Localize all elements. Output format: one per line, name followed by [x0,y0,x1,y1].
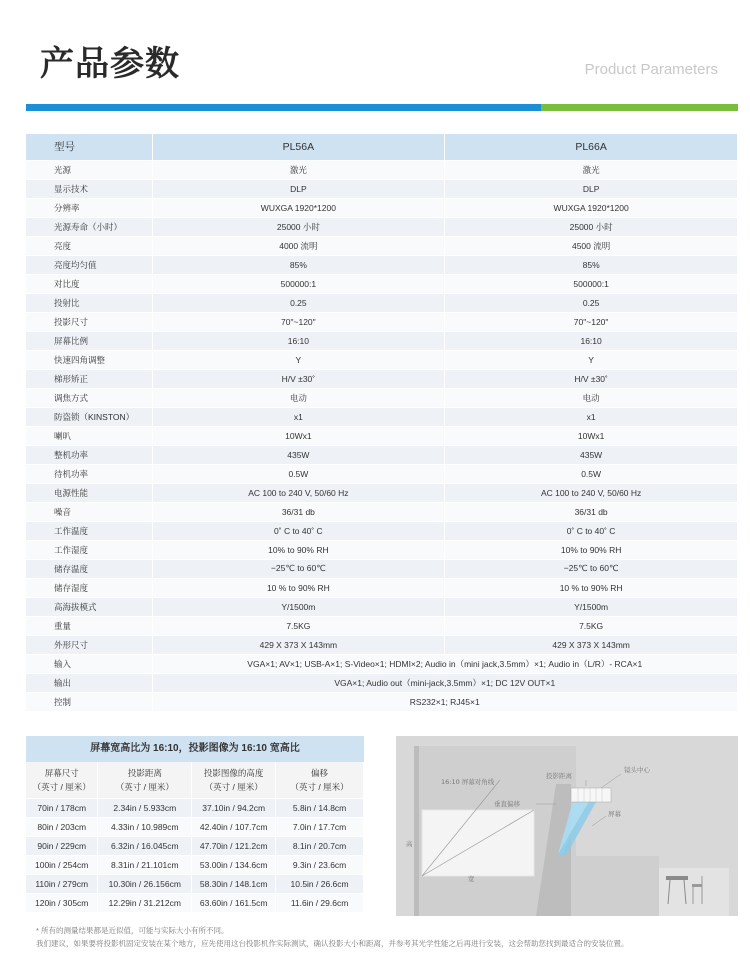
spec-row [26,597,738,616]
screen-table-cell: 4.33in / 10.989cm [98,817,192,836]
screen-table-cell: 120in / 305cm [26,893,98,912]
screen-table-cell: 53.00in / 134.6cm [192,855,276,874]
screen-table-cell: 12.29in / 31.212cm [98,893,192,912]
spec-header-label: 型号 [26,134,152,160]
chair-seat [692,884,702,887]
spec-value-model2: 电动 [445,388,738,407]
spec-value-model1: 85% [152,255,445,274]
spec-value-model2: DLP [445,179,738,198]
spec-value-model1: 10 % to 90% RH [152,578,445,597]
screen-table-cell: 11.6in / 29.6cm [276,893,364,912]
screen-table-row [26,874,364,893]
table-top [666,876,688,880]
accent-bar-green [541,104,738,111]
screen-table-cell: 10.5in / 26.6cm [276,874,364,893]
screen-table-cell: 90in / 229cm [26,836,98,855]
spec-value-model2: 85% [445,255,738,274]
spec-value-model2: −25℃ to 60℃ [445,559,738,578]
spec-label: 高海拔模式 [26,597,152,616]
screen-size-table [26,762,364,913]
spec-value-model1: DLP [152,179,445,198]
spec-row [26,483,738,502]
height-label: 高 [406,840,413,848]
screen-col-header: 偏移 （英寸 / 厘米） [276,762,364,798]
spec-label: 电源性能 [26,483,152,502]
spec-label: 输出 [26,673,152,692]
spec-label: 光源寿命（小时） [26,217,152,236]
spec-header-row [26,134,738,160]
screen-table-row [26,836,364,855]
spec-value-model2: 10% to 90% RH [445,540,738,559]
spec-value-model1: WUXGA 1920*1200 [152,198,445,217]
page-title: 产品参数 [40,44,180,84]
spec-row [26,616,738,635]
spec-row [26,160,738,179]
spec-label: 调焦方式 [26,388,152,407]
screen-table-cell: 58.30in / 148.1cm [192,874,276,893]
screen-label: 屏幕 [608,810,621,818]
diagram-desk [571,856,659,916]
spec-value-model2: 激光 [445,160,738,179]
spec-row [26,635,738,654]
spec-value-model1: 0˚ C to 40˚ C [152,521,445,540]
spec-table [26,134,738,712]
diagonal-label: 16:10 屏幕对角线 [441,778,495,786]
spec-value-model1: −25℃ to 60℃ [152,559,445,578]
spec-label: 整机功率 [26,445,152,464]
spec-header-model2: PL66A [445,134,738,160]
diagram-wall-edge [414,746,419,916]
screen-col-header: 屏幕尺寸 （英寸 / 厘米） [26,762,98,798]
spec-value-model1: 16:10 [152,331,445,350]
screen-table-cell: 10.30in / 26.156cm [98,874,192,893]
screen-table-cell: 42.40in / 107.7cm [192,817,276,836]
spec-value-model1: 500000:1 [152,274,445,293]
spec-value-model1: Y/1500m [152,597,445,616]
screen-table-header-row [26,762,364,798]
projector-body [571,788,611,802]
screen-table-cell: 7.0in / 17.7cm [276,817,364,836]
spec-value-model2: x1 [445,407,738,426]
spec-value-model2: 0.25 [445,293,738,312]
screen-table-cell: 8.31in / 21.101cm [98,855,192,874]
spec-row [26,559,738,578]
spec-value-model2: 16:10 [445,331,738,350]
spec-value-model2: 500000:1 [445,274,738,293]
spec-value-model1: 435W [152,445,445,464]
spec-value-model2: Y/1500m [445,597,738,616]
spec-value-model1: 电动 [152,388,445,407]
spec-value-model1: 0.5W [152,464,445,483]
throw-distance-label: 投影距离 [546,772,572,780]
screen-col-header: 投影图像的高度 （英寸 / 厘米） [192,762,276,798]
spec-value-model2: 435W [445,445,738,464]
screen-table-cell: 70in / 178cm [26,798,98,817]
screen-table-cell: 100in / 254cm [26,855,98,874]
spec-row [26,692,738,711]
spec-row [26,445,738,464]
projection-diagram [396,736,738,916]
screen-table-cell: 2.34in / 5.933cm [98,798,192,817]
screen-size-table-box [26,736,364,913]
spec-value-model1: 7.5KG [152,616,445,635]
spec-label: 输入 [26,654,152,673]
spec-row [26,521,738,540]
screen-table-cell: 8.1in / 20.7cm [276,836,364,855]
spec-label: 工作温度 [26,521,152,540]
screen-table-cell: 6.32in / 16.045cm [98,836,192,855]
spec-value-model1: 10% to 90% RH [152,540,445,559]
spec-value-model1: 70"~120" [152,312,445,331]
spec-row [26,407,738,426]
spec-value-model1: 36/31 db [152,502,445,521]
spec-label: 待机功率 [26,464,152,483]
spec-row [26,274,738,293]
page-subtitle: Product Parameters [584,61,718,78]
spec-value-model2: Y [445,350,738,369]
screen-table-cell: 47.70in / 121.2cm [192,836,276,855]
spec-value-model2: 10Wx1 [445,426,738,445]
spec-value-model1: 4000 流明 [152,236,445,255]
spec-row [26,388,738,407]
spec-value-model2: 4500 流明 [445,236,738,255]
spec-value-model2: 70"~120" [445,312,738,331]
spec-label: 投射比 [26,293,152,312]
spec-row [26,369,738,388]
spec-value-model1: 激光 [152,160,445,179]
screen-table-cell: 5.8in / 14.8cm [276,798,364,817]
note-line-2: 我们建议，如果要将投影机固定安装在某个地方，应先使用这台投影机作实际测试，确认投影大小和距离，并参考其光学性能之后再进行安装，这会帮助您找到最适合的安装位置。 [36,939,629,948]
spec-row [26,654,738,673]
spec-value-shared: VGA×1; Audio out（mini-jack,3.5mm）×1; DC 12V OUT×1 [152,673,738,692]
spec-row [26,255,738,274]
spec-row [26,673,738,692]
spec-row [26,217,738,236]
spec-header-model1: PL56A [152,134,445,160]
spec-value-model2: 0˚ C to 40˚ C [445,521,738,540]
spec-label: 分辨率 [26,198,152,217]
spec-label: 外形尺寸 [26,635,152,654]
screen-col-header: 投影距离 （英寸 / 厘米） [98,762,192,798]
spec-row [26,464,738,483]
spec-row [26,312,738,331]
spec-label: 亮度均匀值 [26,255,152,274]
spec-label: 显示技术 [26,179,152,198]
spec-value-model2: 25000 小时 [445,217,738,236]
vertical-offset-label: 垂直偏移 [494,800,520,808]
spec-label: 快速四角调整 [26,350,152,369]
spec-row [26,502,738,521]
spec-label: 投影尺寸 [26,312,152,331]
screen-table-row [26,798,364,817]
spec-label: 储存温度 [26,559,152,578]
spec-value-model1: 25000 小时 [152,217,445,236]
spec-row [26,331,738,350]
spec-label: 屏幕比例 [26,331,152,350]
spec-value-model2: H/V ±30˚ [445,369,738,388]
spec-row [26,236,738,255]
accent-bar-blue [26,104,541,111]
spec-value-model2: 0.5W [445,464,738,483]
screen-table-row [26,855,364,874]
screen-table-row [26,817,364,836]
screen-table-row [26,893,364,912]
screen-table-cell: 110in / 279cm [26,874,98,893]
spec-value-model1: H/V ±30˚ [152,369,445,388]
lens-center-label: 镜头中心 [624,766,650,774]
spec-label: 工作湿度 [26,540,152,559]
spec-row [26,198,738,217]
spec-value-model1: x1 [152,407,445,426]
spec-row [26,293,738,312]
spec-value-model2: WUXGA 1920*1200 [445,198,738,217]
spec-label: 亮度 [26,236,152,255]
note-line-1: * 所有的测量结果都是近似值，可能与实际大小有所不同。 [36,926,229,935]
spec-label: 梯形矫正 [26,369,152,388]
spec-label: 对比度 [26,274,152,293]
spec-row [26,350,738,369]
spec-value-shared: VGA×1; AV×1; USB-A×1; S-Video×1; HDMI×2; Audio in（mini jack,3.5mm）×1; Audio in（L/R）- RCA×1 [152,654,738,673]
screen-table-cell: 37.10in / 94.2cm [192,798,276,817]
spec-value-model2: 10 % to 90% RH [445,578,738,597]
spec-value-model1: 0.25 [152,293,445,312]
screen-table-cell: 63.60in / 161.5cm [192,893,276,912]
spec-label: 喇叭 [26,426,152,445]
spec-value-model2: 429 X 373 X 143mm [445,635,738,654]
screen-table-cell: 80in / 203cm [26,817,98,836]
spec-label: 防盗锁（KINSTON） [26,407,152,426]
spec-label: 储存湿度 [26,578,152,597]
spec-row [26,578,738,597]
spec-label: 光源 [26,160,152,179]
spec-row [26,179,738,198]
spec-value-model2: 36/31 db [445,502,738,521]
spec-row [26,540,738,559]
spec-value-model2: 7.5KG [445,616,738,635]
spec-value-shared: RS232×1; RJ45×1 [152,692,738,711]
spec-label: 噪音 [26,502,152,521]
spec-label: 重量 [26,616,152,635]
width-label: 宽 [468,875,475,883]
spec-value-model1: Y [152,350,445,369]
spec-row [26,426,738,445]
spec-value-model2: AC 100 to 240 V, 50/60 Hz [445,483,738,502]
spec-value-model1: 10Wx1 [152,426,445,445]
spec-value-model1: AC 100 to 240 V, 50/60 Hz [152,483,445,502]
screen-table-cell: 9.3in / 23.6cm [276,855,364,874]
spec-label: 控制 [26,692,152,711]
spec-value-model1: 429 X 373 X 143mm [152,635,445,654]
screen-table-title: 屏幕宽高比为 16:10，投影图像为 16:10 宽高比 [26,736,364,762]
